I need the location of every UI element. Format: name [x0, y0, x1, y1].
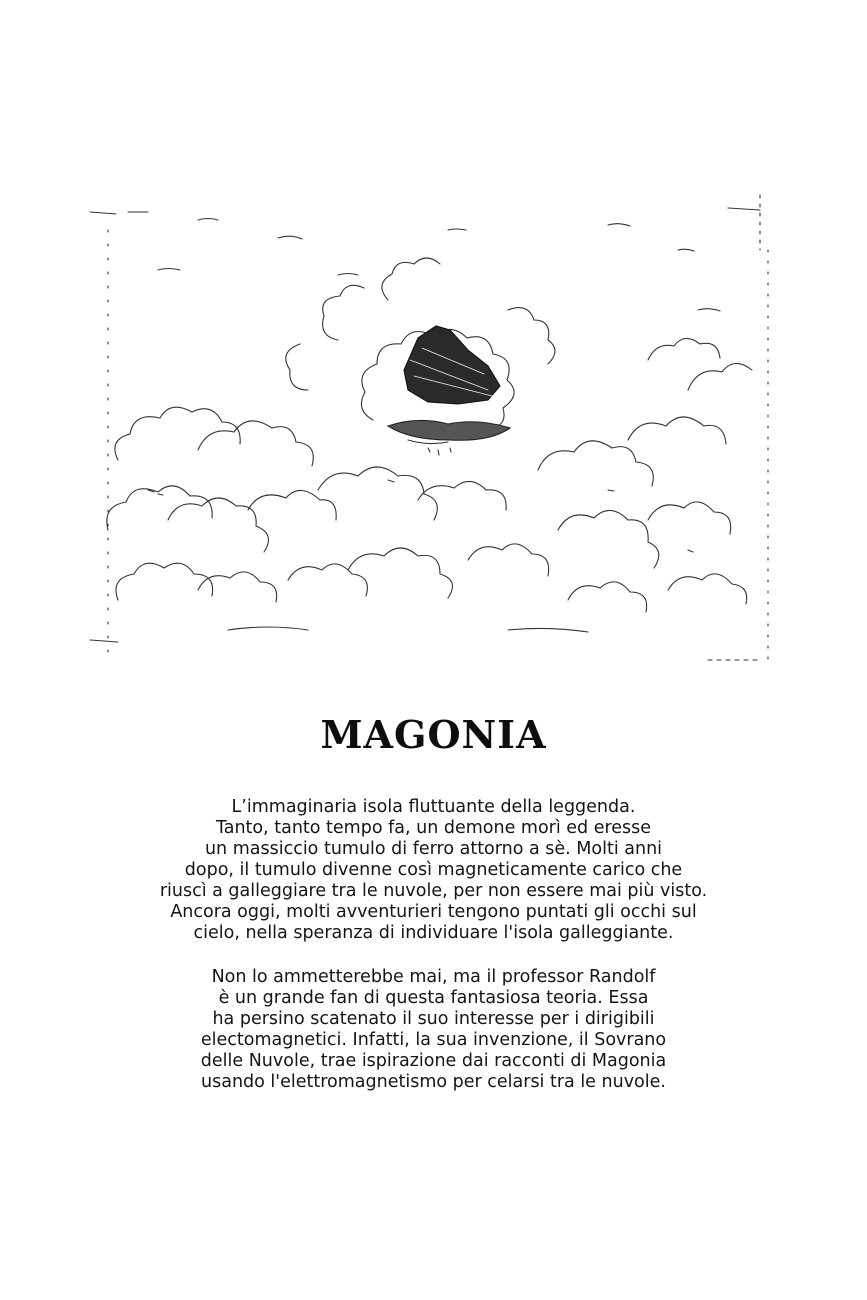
- paragraph-legend: [120, 797, 747, 944]
- paragraph-line: Tanto, tanto tempo fa, un demone morì ed eresse: [215, 818, 652, 838]
- paragraph-line: Ancora oggi, molti avventurieri tengono puntati gli occhi sul: [170, 902, 697, 922]
- paragraph-line: riuscì a galleggiare tra le nuvole, per non essere mai più visto.: [159, 881, 708, 901]
- floating-island-clouds-sketch-icon: [88, 190, 778, 670]
- paragraph-line: è un grande fan di questa fantasiosa teoria. Essa: [218, 988, 649, 1008]
- floating-island-illustration: [88, 190, 778, 670]
- paragraph-line: delle Nuvole, trae ispirazione dai racconti di Magonia: [200, 1051, 667, 1071]
- page-title: MAGONIA: [320, 712, 547, 757]
- paragraph-randolf: [120, 967, 747, 1093]
- paragraph-line: electomagnetici. Infatti, la sua invenzione, il Sovrano: [200, 1030, 667, 1050]
- paragraph-line: L’immaginaria isola fluttuante della leggenda.: [231, 797, 636, 817]
- paragraph-line: ha persino scatenato il suo interesse per i dirigibili: [212, 1009, 655, 1029]
- paragraph-line: dopo, il tumulo divenne così magneticamente carico che: [184, 860, 683, 880]
- paragraph-line: usando l'elettromagnetismo per celarsi tra le nuvole.: [201, 1072, 666, 1092]
- paragraph-line: cielo, nella speranza di individuare l'isola galleggiante.: [193, 923, 674, 943]
- paragraph-line: Non lo ammetterebbe mai, ma il professor Randolf: [211, 967, 656, 987]
- paragraph-line: un massiccio tumulo di ferro attorno a sè. Molti anni: [204, 839, 663, 859]
